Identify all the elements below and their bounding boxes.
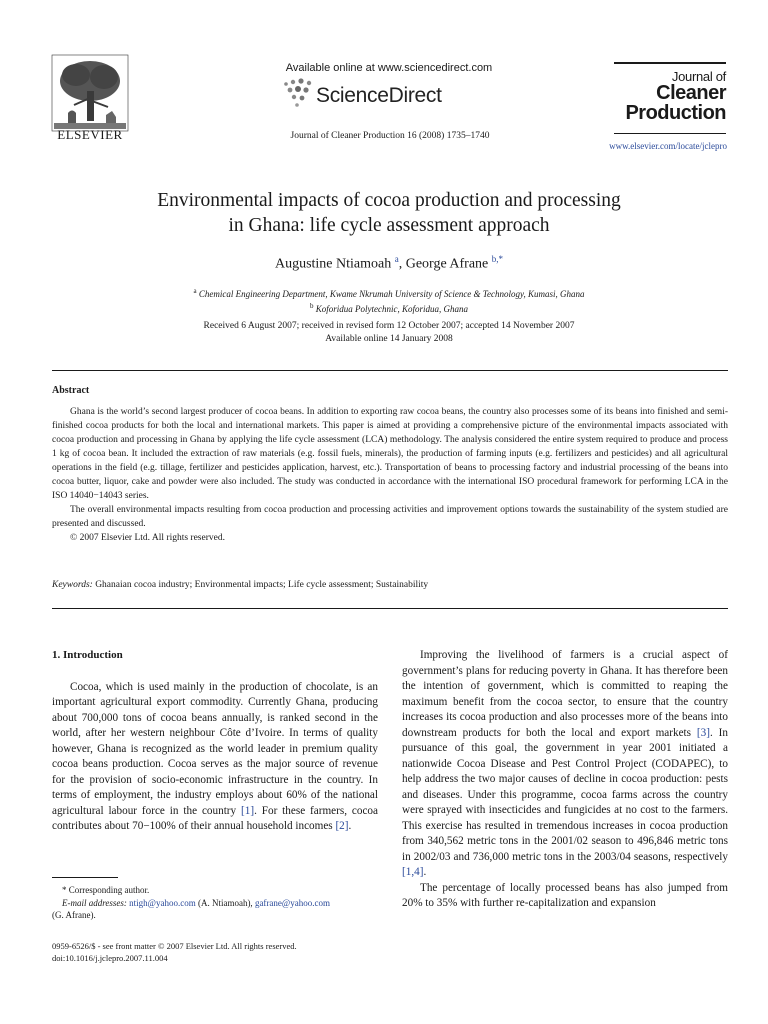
sciencedirect-logo-text: ScienceDirect (316, 84, 442, 107)
abstract-paragraph-1: Ghana is the world’s second largest producer of cocoa beans. In addition to exporting raw cocoa beans, the country also processes some of its beans into finished and semi-finished cocoa products for both the local and international markets. This paper is aimed at providing a comprehensive picture of the environmental impacts associated with cocoa production and processing in Ghana by applying the life cycle assessment (LCA) methodology. The analysis considered the entire system required to produce and process 1 kg of cocoa bean. It included the extraction of raw materials (e.g. fossil fuels, minerals), the production of farming inputs (e.g. fertilizers and pesticides) and all agricultural operations in the field (e.g. tillage, fertilizer and pesticides application, harvest, etc.). Transportation of beans to processing factory and industrial processing of the beans into cocoa butter, liquor, cake and powder were also included. The study was conducted in accordance with the international ISO procedural framework for performing LCA in the ISO 14040−14043 series. (52, 407, 728, 501)
section-heading-introduction: 1. Introduction (52, 649, 123, 661)
author-1: Augustine Ntiamoah (274, 256, 392, 272)
citation-link-4[interactable]: [1,4] (402, 866, 424, 878)
article-history (84, 320, 694, 345)
intro-paragraph-2: Improving the livelihood of farmers is a crucial aspect of government’s plans for reducing poverty in Ghana. It has therefore been the intention of government, which is committed to reaping the maximum benefit from the cocoa sector, to ensure that the country increases its cocoa production and also processes more of the beans into downstream products for both the local and export markets [3]. In pursuance of this goal, the government in year 2001 initiated a nationwide Cocoa Disease and Pest Control Project (CODAPEC), to help address the two major causes of decline in cocoa production: pests and diseases. Under this programme, cocoa farms across the country were sprayed with insecticides and fungicides at no cost to the farmers. This exercise has resulted in tremendous increases in cocoa production from 340,562 metric tons in the 2001/02 season to 496,846 metric tons in 2002/03 and 736,000 metric tons in the 2003/04 seasons, respectively [1,4]. (402, 649, 728, 878)
author-separator: , (398, 256, 406, 272)
issn-line: 0959-6526/$ - see front matter © 2007 Elsevier Ltd. All rights reserved. (52, 941, 297, 951)
citation-link-2[interactable]: [2] (335, 820, 349, 832)
publication-info (52, 940, 452, 964)
corresponding-author-note: * Corresponding author. (62, 885, 150, 895)
title-line-1: Environmental impacts of cocoa production and processing (157, 190, 621, 211)
left-column (52, 648, 378, 835)
abstract-top-rule (52, 370, 728, 371)
email-line: E-mail addresses: ntigh@yahoo.com (A. Ntiamoah), gafrane@yahoo.com (62, 897, 330, 908)
footnote (52, 884, 378, 922)
author-list (84, 254, 694, 273)
keywords (52, 580, 728, 590)
journal-url-link[interactable]: www.elsevier.com/locate/jclepro (609, 141, 727, 151)
title-line-2: in Ghana: life cycle assessment approach (228, 215, 550, 236)
journal-logo-line2: Cleaner (656, 82, 726, 104)
keywords-label: Keywords: (52, 580, 93, 590)
available-date: Available online 14 January 2008 (325, 333, 453, 344)
citation-link-3[interactable]: [3] (696, 726, 710, 739)
journal-logo-bottom-rule (614, 133, 726, 134)
journal-logo (608, 70, 726, 123)
email-link-1[interactable]: ntigh@yahoo.com (129, 897, 196, 908)
author-2: George Afrane (405, 256, 489, 272)
right-column (402, 648, 728, 912)
journal-logo-top-rule (614, 62, 726, 64)
affiliation-a: $^a$ Chemical Engineering Department, Kwame Nkrumah University of Science & Technology, Kumasi, Ghana (193, 287, 585, 299)
author-1-affil-link[interactable]: a (394, 254, 399, 264)
doi-line[interactable]: doi:10.1016/j.jclepro.2007.11.004 (52, 953, 168, 963)
abstract-heading: Abstract (52, 385, 90, 396)
journal-logo-line1: Journal of (671, 69, 726, 84)
publisher-name: ELSEVIER (57, 127, 123, 142)
affiliations (84, 285, 694, 315)
email-line-2: (G. Afrane). (52, 910, 96, 920)
author-2-affil-link[interactable]: b,* (491, 254, 504, 264)
citation-link-1[interactable]: [1] (241, 804, 255, 817)
email-link-2[interactable]: gafrane@yahoo.com (254, 897, 330, 908)
intro-paragraph-1: Cocoa, which is used mainly in the production of chocolate, is an important agricultural export commodity. Currently Ghana, producing about 700,000 tons of cocoa beans annually, is ranked second in the world, after her western neighbour Côte d’Ivoire. In terms of quality however, Ghana is recognized as the world leader in premium quality cocoa beans production. Cocoa serves as the major source of revenue for the provision of socio-economic infrastructure in the country. In terms of employment, the industry employs about 60% of the national agricultural labour force in the country [1]. For these farmers, cocoa contributes about 70−100% of their annual household incomes [2]. (52, 680, 378, 832)
affiliation-b: $^b$ Koforidua Polytechnic, Koforidua, Ghana (310, 302, 468, 314)
intro-paragraph-3: The percentage of locally processed beans has also jumped from 20% to 35% with further re-capitalization and expansion (402, 881, 728, 909)
keywords-list: Ghanaian cocoa industry; Environmental impacts; Life cycle assessment; Sustainability (95, 580, 429, 590)
received-dates: Received 6 August 2007; received in revised form 12 October 2007; accepted 14 November 2007 (203, 321, 575, 331)
journal-logo-line3: Production (625, 102, 726, 124)
journal-citation: Journal of Cleaner Production 16 (2008) 1735–1740 (290, 131, 490, 141)
abstract-bottom-rule (52, 608, 728, 609)
copyright-line: © 2007 Elsevier Ltd. All rights reserved. (70, 533, 225, 543)
article-title (84, 188, 694, 238)
abstract-paragraph-2: The overall environmental impacts resulting from cocoa production and processing activities and improvement options towards the sustainability of the system studied are presented and discussed. (52, 505, 728, 529)
available-online-text[interactable]: Available online at www.sciencedirect.com (285, 62, 493, 74)
elsevier-tree-logo (50, 48, 130, 138)
footnote-rule (52, 877, 118, 878)
abstract-body (52, 405, 728, 545)
